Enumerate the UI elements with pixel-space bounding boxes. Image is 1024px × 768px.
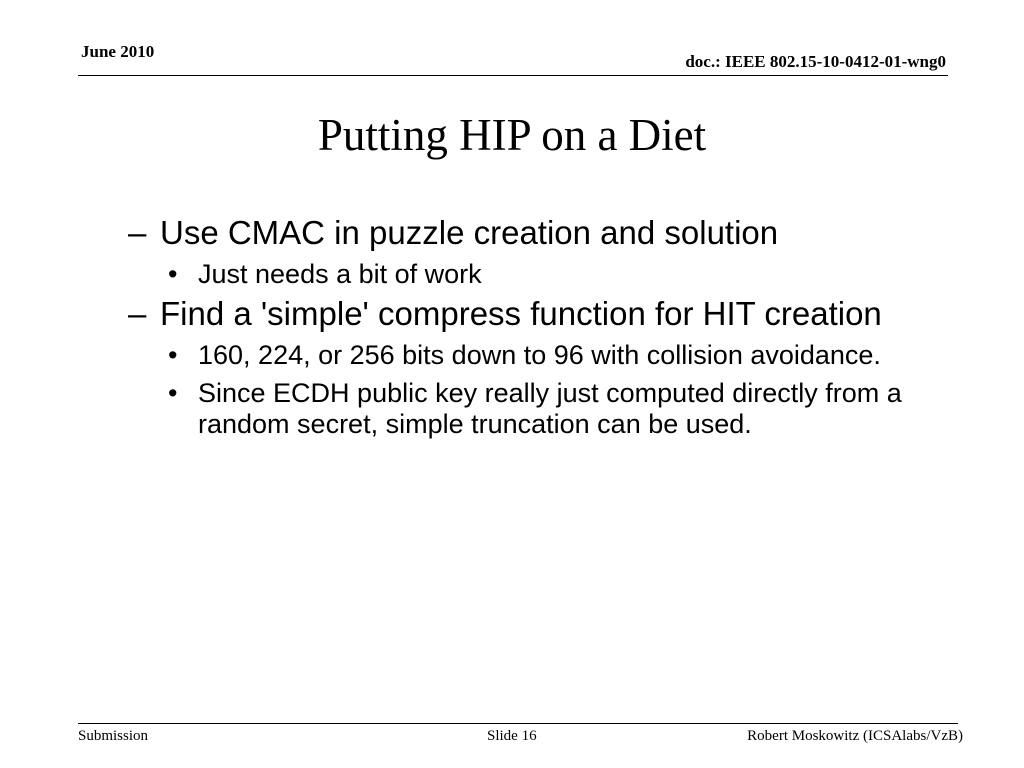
bullet-text: Use CMAC in puzzle creation and solution [160,214,779,251]
bullet-level1-1 [128,216,928,250]
header-date: June 2010 [81,42,155,61]
bullet-text: Since ECDH public key really just computed directly from a random secret, simple truncation can be used. [198,378,902,439]
bullet-text: Just needs a bit of work [198,259,482,289]
bullet-text: 160, 224, or 256 bits down to 96 with collision avoidance. [198,340,881,370]
slide-body [128,216,928,447]
bullet-dot-marker: • [168,378,178,408]
header-divider [78,75,948,76]
bullet-dot-marker: • [168,340,178,370]
bullet-dot-marker: • [168,259,178,289]
footer-slide-number: Slide 16 [487,728,537,744]
footer-divider [78,723,958,724]
bullet-level1-2 [128,297,928,331]
bullet-level2-2-2 [168,378,928,440]
footer-submission: Submission [78,728,149,744]
bullet-text: Find a 'simple' compress function for HIT creation [160,295,882,332]
header-document-id: doc.: IEEE 802.15-10-0412-01-wng0 [685,52,946,71]
footer-author: Robert Moskowitz (ICSAlabs/VzB) [747,728,963,744]
bullet-level2-1-1 [168,259,928,290]
dash-marker: – [128,214,147,251]
dash-marker: – [128,295,147,332]
bullet-level2-2-1 [168,340,928,371]
slide-title: Putting HIP on a Diet [317,110,707,160]
